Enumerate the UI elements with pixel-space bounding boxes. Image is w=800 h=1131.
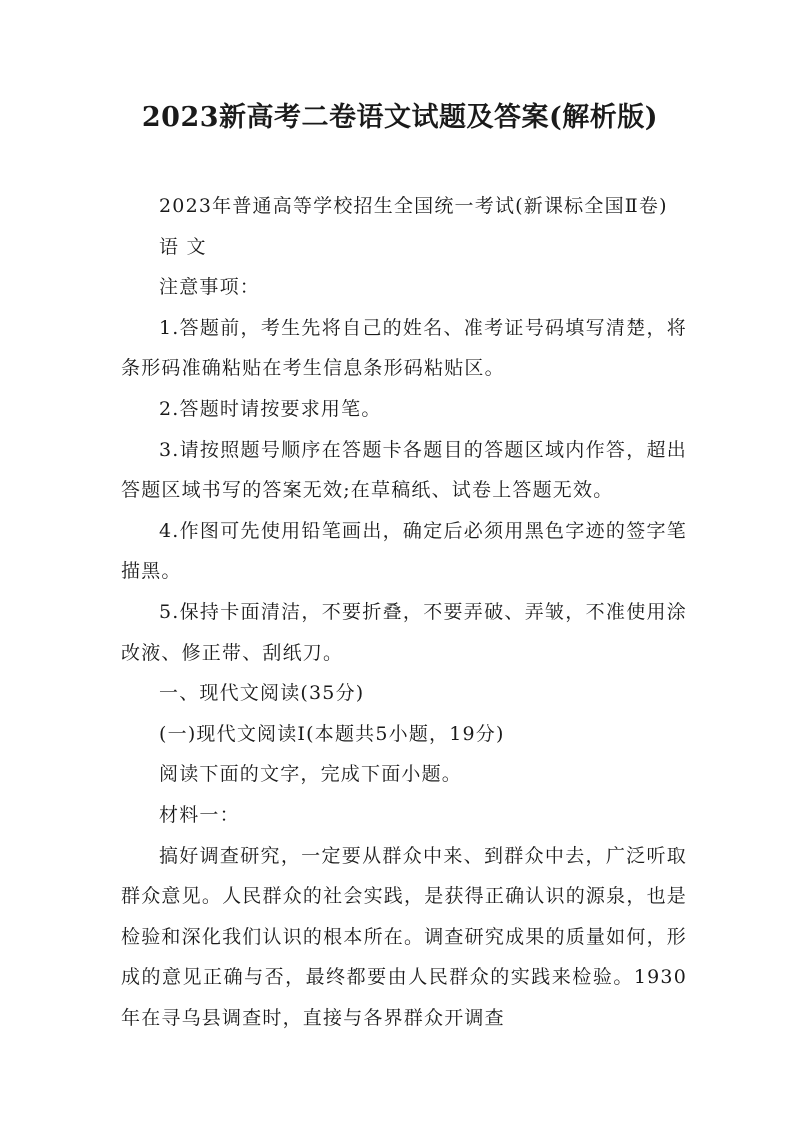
paragraph-material-label: 材料一： <box>159 803 240 826</box>
paragraph-section-heading: 一、现代文阅读(35分) <box>159 682 365 705</box>
paragraph-notice-1: 1.答题前，考生先将自己的姓名、准考证号码填写清楚，将条形码准确粘贴在考生信息条形码粘贴区。 <box>121 316 687 380</box>
paragraph-instruction: 阅读下面的文字，完成下面小题。 <box>159 763 463 786</box>
paragraph-subject: 语 文 <box>159 235 207 258</box>
paragraph-notice-5: 5.保持卡面清洁，不要折叠，不要弄破、弄皱，不准使用涂改液、修正带、刮纸刀。 <box>121 600 687 664</box>
document-title: 2023新高考二卷语文试题及答案(解析版) <box>141 102 659 133</box>
paragraph-notice-heading: 注意事项： <box>159 276 261 299</box>
paragraph-notice-2: 2.答题时请按要求用笔。 <box>159 397 382 420</box>
paragraph-material-text: 搞好调查研究，一定要从群众中来、到群众中去，广泛听取群众意见。人民群众的社会实践，是获得正确认识的源泉，也是检验和深化我们认识的根本所在。调查研究成果的质量如何，形成的意见正确与否，最终都要由人民群众的实践来检验。1930年在寻乌县调查时，直接与各界群众开调查 <box>121 844 687 1029</box>
document-body <box>121 186 687 1038</box>
paragraph-notice-4: 4.作图可先使用铅笔画出，确定后必须用黑色字迹的签字笔描黑。 <box>121 519 687 583</box>
paragraph-exam-name: 2023年普通高等学校招生全国统一考试(新课标全国Ⅱ卷) <box>159 195 668 217</box>
paragraph-notice-3: 3.请按照题号顺序在答题卡各题目的答题区域内作答，超出答题区域书写的答案无效;在草稿纸、试卷上答题无效。 <box>121 438 687 502</box>
paragraph-subsection-heading: (一)现代文阅读Ⅰ(本题共5小题，19分) <box>159 722 505 745</box>
